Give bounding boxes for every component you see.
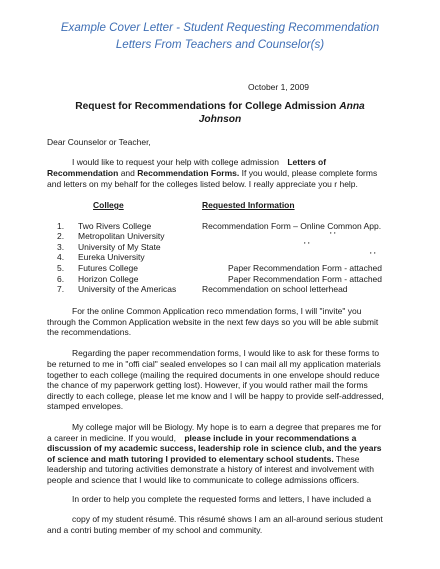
row-num: 5.: [57, 263, 65, 273]
document-header-line1: Example Cover Letter - Student Requesting Recommendation: [60, 21, 380, 34]
letter-title-text: Request for Recommendations for College Admission: [75, 101, 337, 112]
p4-line4-bold: of science and math tutoring I provided to elementary school students.: [47, 454, 334, 464]
p4-line1: My college major will be Biology. My hope is to earn a degree that prepares me for: [72, 422, 382, 432]
p1-line2-and: and: [118, 168, 138, 178]
p1-line2-rest: If you would, please complete forms: [239, 168, 378, 178]
p3-line4: the chance of my paperwork getting lost). However, if you would rather mail the forms: [47, 380, 368, 390]
row-info: ' ': [304, 240, 310, 250]
row-college: University of the Americas: [78, 284, 177, 294]
row-num: 1.: [57, 221, 65, 231]
p6-line1: copy of my student résumé. This résumé shows I am an all-around serious student: [72, 514, 383, 524]
letter-title-name-first: Anna: [339, 101, 365, 112]
row-college: Eureka University: [78, 252, 145, 262]
p2-line3: the recommendations.: [47, 327, 132, 337]
p1-line2: [47, 168, 377, 179]
p4-line3: discussion of my academic success, leadership role in science club, and the years: [47, 443, 382, 453]
row-college: Two Rivers College: [78, 221, 152, 231]
row-info: Paper Recommendation Form - attached: [228, 263, 383, 273]
letter-date: October 1, 2009: [248, 82, 309, 92]
row-num: 6.: [57, 274, 65, 284]
row-info: Recommendation Form – Online Common App.: [202, 221, 382, 231]
p1-line1: [72, 157, 326, 168]
p4-line6: people and science that I would like to communicate to college admissions officers.: [47, 475, 360, 485]
p4-line2-text: a career in medicine. If you would,: [47, 433, 176, 443]
p4-line2: [47, 433, 356, 444]
row-college: University of My State: [78, 242, 161, 252]
row-num: 4.: [57, 252, 65, 262]
p3-line2: be returned to me in "offi cial" sealed envelopes so I can mail all my application materials: [47, 359, 381, 369]
row-college: Horizon College: [78, 274, 139, 284]
p4-line5: leadership and tutoring activities demonstrate a history of interest and involvement with: [47, 464, 374, 474]
row-college: Metropolitan University: [78, 231, 165, 241]
document-header-line2: Letters From Teachers and Counselor(s): [115, 38, 325, 51]
p5-line1: In order to help you complete the requested forms and letters, I have included a: [72, 494, 372, 504]
p3-line5: directly to each college, please let me know and I will be happy to provide self-addressed,: [47, 391, 384, 401]
p4-line2-bold: please include in your recommendations a: [184, 433, 357, 443]
row-num: 3.: [57, 242, 65, 252]
table-header-college: College: [93, 200, 124, 210]
letter-title-name-last: Johnson: [198, 114, 242, 125]
p1-line3: and letters on my behalf for the colleges listed below. I really appreciate you r help.: [47, 179, 358, 189]
table-header-info: Requested Information: [202, 200, 295, 210]
row-info: Recommendation on school letterhead: [202, 284, 348, 294]
p1-line2-bold2: Recommendation Forms.: [137, 168, 240, 178]
p3-line3: together to each college (mailing the required documents in one envelope should reduce: [47, 370, 380, 380]
p2-line1: For the online Common Application reco mmendation forms, I will "invite" you: [72, 306, 362, 316]
letter-title: [0, 101, 440, 114]
greeting: Dear Counselor or Teacher,: [47, 137, 151, 147]
p3-line6: stamped envelopes.: [47, 401, 124, 411]
row-info: ' ': [330, 230, 336, 240]
p1-line1-bold: Letters of: [287, 157, 327, 167]
row-info: ' ': [370, 250, 376, 260]
row-info: Paper Recommendation Form - attached: [228, 274, 383, 284]
p6-line2: and a contri buting member of my school and community.: [47, 525, 263, 535]
p3-line1: Regarding the paper recommendation forms, I would like to ask for these forms to: [72, 348, 380, 358]
p4-line4-rest: These: [333, 454, 360, 464]
row-college: Futures College: [78, 263, 139, 273]
p1-line1-text: I would like to request your help with college admission: [72, 157, 279, 167]
row-num: 7.: [57, 284, 65, 294]
p2-line2: through the Common Application website in the next few days so you will be able submit: [47, 317, 379, 327]
p4-line4: [47, 454, 360, 465]
p1-line2-bold1: Recommendation: [47, 168, 119, 178]
row-num: 2.: [57, 231, 65, 241]
